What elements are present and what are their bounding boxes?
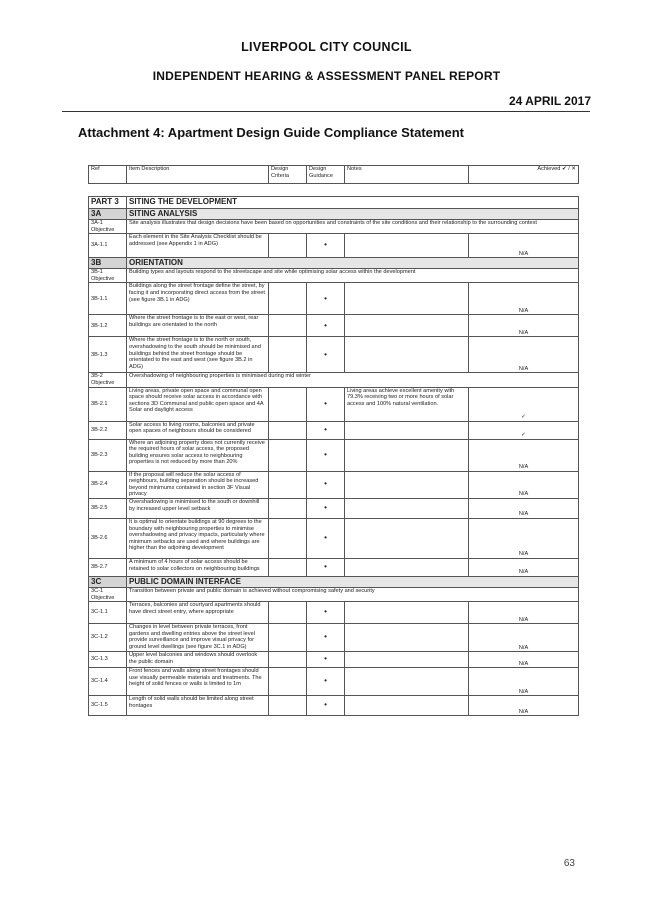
notes-cell [345,315,469,337]
achieved-cell: N/A [469,234,579,258]
table-row [89,652,579,668]
table-row [89,624,579,652]
design-guidance-bullet: • [307,558,345,576]
design-criteria-cell [269,421,307,439]
table-row [89,197,579,209]
design-criteria-cell [269,387,307,421]
item-ref: 3B-2.1 [89,387,127,421]
achieved-cell: N/A [469,471,579,498]
item-ref: 3B-1.3 [89,337,127,373]
notes-cell [345,498,469,518]
achieved-cell: ✓ [469,387,579,421]
achieved-cell: N/A [469,518,579,558]
table-row [89,373,579,387]
design-criteria-cell [269,696,307,716]
item-ref: 3B-2.5 [89,498,127,518]
achieved-cell: N/A [469,696,579,716]
achieved-cell: ✓ [469,421,579,439]
section-label: SITING ANALYSIS [127,209,579,220]
design-criteria-cell [269,471,307,498]
col-ref: Ref [89,166,127,184]
section-label: PUBLIC DOMAIN INTERFACE [127,576,579,587]
objective-ref: 3B-2 Objective [89,373,127,387]
objective-text: Building types and layouts respond to the streetscape and site while optimising solar access within the development [127,269,579,283]
notes-cell [345,668,469,696]
design-guidance-bullet: • [307,624,345,652]
item-ref: 3B-2.6 [89,518,127,558]
achieved-cell: N/A [469,602,579,624]
column-header-table [88,165,579,184]
section-ref: 3B [89,258,127,269]
item-description: Changes in level between private terraces, front gardens and dwelling entries above the street level provide surveillance and improve visual privacy for ground level dwellings (see figure 3C.1 in ADG) [127,624,269,652]
table-row [89,558,579,576]
table-row [89,602,579,624]
achieved-cell: N/A [469,652,579,668]
table-row [89,471,579,498]
notes-cell [345,558,469,576]
col-desc: Item Description [127,166,269,184]
report-title: INDEPENDENT HEARING & ASSESSMENT PANEL REPORT [152,69,501,83]
table-row [89,498,579,518]
table-row [89,421,579,439]
table-row [89,283,579,315]
notes-cell [345,602,469,624]
item-description: A minimum of 4 hours of solar access should be retained to solar collectors on neighbouring buildings [127,558,269,576]
item-ref: 3B-1.1 [89,283,127,315]
col-achieved: Achieved ✔ / ✕ [469,166,579,184]
achieved-cell: N/A [469,337,579,373]
header-rule [62,111,590,112]
objective-ref: 3A-1 Objective [89,220,127,234]
table-row [89,234,579,258]
notes-cell [345,624,469,652]
achieved-cell: N/A [469,315,579,337]
item-description: Where the street frontage is to the north or south, overshadowing to the south should be minimised and buildings behind the street frontage should be orientated to the east and west (see figure 3B.2 in ADG) [127,337,269,373]
notes-cell [345,439,469,471]
table-row [89,696,579,716]
notes-cell [345,337,469,373]
objective-text: Site analysis illustrates that design decisions have been based on opportunities and constraints of the site conditions and their relationship to the surrounding context [127,220,579,234]
design-criteria-cell [269,439,307,471]
design-criteria-cell [269,315,307,337]
table-row [89,387,579,421]
part-label: SITING THE DEVELOPMENT [127,197,579,209]
section-label: ORIENTATION [127,258,579,269]
table-row [89,337,579,373]
achieved-cell: N/A [469,283,579,315]
design-criteria-cell [269,498,307,518]
col-guidance: Design Guidance [307,166,345,184]
part-ref: PART 3 [89,197,127,209]
report-date: 24 APRIL 2017 [508,94,591,108]
item-description: Terraces, balconies and courtyard apartments should have direct street entry, where appropriate [127,602,269,624]
objective-ref: 3B-1 Objective [89,269,127,283]
design-criteria-cell [269,602,307,624]
design-criteria-cell [269,652,307,668]
design-guidance-bullet: • [307,518,345,558]
objective-text: Transition between private and public domain is achieved without compromising safety and security [127,587,579,601]
col-criteria: Design Criteria [269,166,307,184]
design-guidance-bullet: • [307,234,345,258]
table-row [89,269,579,283]
item-description: Upper level balconies and windows should overlook the public domain [127,652,269,668]
item-description: Where the street frontage is to the east or west, rear buildings are orientated to the north [127,315,269,337]
table-row [89,439,579,471]
table-row [89,258,579,269]
compliance-table [88,196,579,716]
item-description: Length of solid walls should be limited along street frontages [127,696,269,716]
table-row [89,220,579,234]
achieved-cell: N/A [469,668,579,696]
design-criteria-cell [269,518,307,558]
section-ref: 3C [89,576,127,587]
item-ref: 3B-2.2 [89,421,127,439]
table-row [89,668,579,696]
design-guidance-bullet: • [307,387,345,421]
item-description: Where an adjoining property does not currently receive the required hours of solar access, the proposed building ensures solar access to neighbouring properties is not reduced by more than 20% [127,439,269,471]
achieved-cell: N/A [469,624,579,652]
design-guidance-bullet: • [307,668,345,696]
item-description: It is optimal to orientate buildings at 90 degrees to the boundary with neighbouring properties to minimise overshadowing and privacy impacts, particularly where minimum setbacks are used and where buildings are higher than the adjoining development [127,518,269,558]
item-description: Buildings along the street frontage define the street, by facing it and incorporating direct access from the street (see figure 3B.1 in ADG) [127,283,269,315]
design-guidance-bullet: • [307,652,345,668]
design-criteria-cell [269,668,307,696]
item-ref: 3B-2.7 [89,558,127,576]
council-name: LIVERPOOL CITY COUNCIL [241,40,412,54]
achieved-cell: N/A [469,439,579,471]
notes-cell [345,283,469,315]
item-ref: 3C-1.4 [89,668,127,696]
table-row [89,576,579,587]
notes-cell [345,471,469,498]
item-ref: 3C-1.5 [89,696,127,716]
design-criteria-cell [269,558,307,576]
item-description: Front fences and walls along street frontages should use visually permeable materials and treatments. The height of solid fences or walls is limited to 1m [127,668,269,696]
item-description: Living areas, private open space and communal open space should receive solar access in accordance with sections 3D Communal and public open space and 4A Solar and daylight access [127,387,269,421]
design-criteria-cell [269,283,307,315]
item-description: If the proposal will reduce the solar access of neighbours, building separation should be increased beyond minimums contained in section 3F Visual privacy [127,471,269,498]
item-ref: 3C-1.3 [89,652,127,668]
achieved-cell: N/A [469,558,579,576]
item-ref: 3B-1.2 [89,315,127,337]
table-row [89,518,579,558]
objective-text: Overshadowing of neighbouring properties is minimised during mid winter [127,373,579,387]
notes-cell [345,652,469,668]
design-guidance-bullet: • [307,337,345,373]
design-guidance-bullet: • [307,696,345,716]
notes-cell: Living areas achieve excellent amenity with 79.3% receiving two or more hours of solar access and 100% natural ventilation. [345,387,469,421]
design-criteria-cell [269,624,307,652]
section-ref: 3A [89,209,127,220]
notes-cell [345,696,469,716]
design-criteria-cell [269,234,307,258]
design-guidance-bullet: • [307,498,345,518]
item-ref: 3B-2.4 [89,471,127,498]
item-ref: 3C-1.2 [89,624,127,652]
design-guidance-bullet: • [307,283,345,315]
item-description: Overshadowing is minimised to the south or downhill by increased upper level setback [127,498,269,518]
table-row [89,209,579,220]
notes-cell [345,421,469,439]
item-ref: 3B-2.3 [89,439,127,471]
table-row [89,587,579,601]
achieved-cell: N/A [469,498,579,518]
design-guidance-bullet: • [307,439,345,471]
design-guidance-bullet: • [307,602,345,624]
design-guidance-bullet: • [307,421,345,439]
col-notes: Notes [345,166,469,184]
design-criteria-cell [269,337,307,373]
table-row [89,315,579,337]
item-ref: 3C-1.1 [89,602,127,624]
attachment-title: Attachment 4: Apartment Design Guide Compliance Statement [78,125,464,140]
page-number: 63 [563,858,575,869]
design-guidance-bullet: • [307,315,345,337]
item-description: Solar access to living rooms, balconies and private open spaces of neighbours should be considered [127,421,269,439]
item-description: Each element in the Site Analysis Checklist should be addressed (see Appendix 1 in ADG) [127,234,269,258]
notes-cell [345,518,469,558]
design-guidance-bullet: • [307,471,345,498]
objective-ref: 3C-1 Objective [89,587,127,601]
notes-cell [345,234,469,258]
item-ref: 3A-1.1 [89,234,127,258]
